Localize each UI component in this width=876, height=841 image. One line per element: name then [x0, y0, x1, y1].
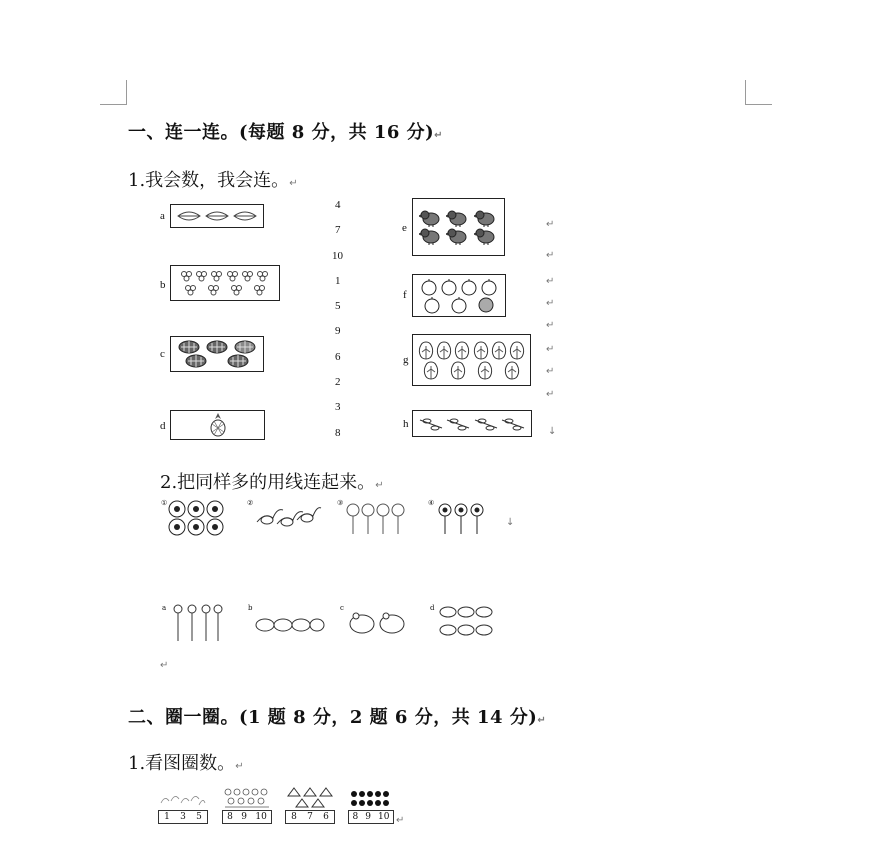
- number-option[interactable]: 3: [180, 812, 186, 822]
- crop-mark-top-left: [100, 80, 127, 105]
- number-option[interactable]: 1: [164, 812, 170, 822]
- melon-icon: [234, 340, 256, 354]
- bottom-label-d: d: [430, 604, 435, 612]
- melon-icon: [227, 354, 249, 368]
- label-a: a: [160, 210, 165, 222]
- number-item: 1: [335, 275, 341, 287]
- number-item: 8: [335, 427, 341, 439]
- grape-icon: [210, 269, 224, 283]
- apple-icon: [420, 278, 438, 296]
- label-e: e: [402, 222, 407, 234]
- number-item: 10: [332, 250, 343, 262]
- paragraph-mark: ↵: [546, 344, 555, 355]
- number-option[interactable]: 7: [307, 812, 313, 822]
- label-d: d: [160, 420, 166, 432]
- apple-icon: [450, 296, 468, 314]
- label-b: b: [160, 279, 166, 291]
- count-group: [222, 786, 272, 824]
- box-d-pineapple: [170, 410, 265, 440]
- number-option[interactable]: 8: [227, 812, 233, 822]
- number-item: 5: [335, 300, 341, 312]
- number-row: [348, 810, 394, 824]
- paragraph-mark: ↵: [546, 219, 555, 230]
- cabbage-icon: [453, 340, 471, 360]
- number-item: 6: [335, 351, 341, 363]
- number-row: [158, 810, 208, 824]
- down-arrow-mark: ↓: [548, 426, 557, 437]
- bottom-label-c: c: [340, 604, 344, 612]
- melon-icon: [206, 340, 228, 354]
- number-item: 3: [335, 401, 341, 413]
- paragraph-mark: ↵: [546, 366, 555, 377]
- grape-icon: [184, 283, 198, 297]
- grape-icon: [230, 283, 244, 297]
- top-label-2: ②: [247, 499, 254, 507]
- box-c-melons: [170, 336, 264, 372]
- box-a-leaves: [170, 204, 264, 228]
- paragraph-mark: ↵: [546, 320, 555, 331]
- bird-icon: [474, 227, 498, 245]
- number-item: 7: [335, 224, 341, 236]
- count-group: [285, 786, 335, 824]
- branch-icon: [419, 416, 443, 432]
- number-option[interactable]: 8: [352, 812, 359, 822]
- bird-icon: [446, 227, 470, 245]
- q1-title: 1.我会数，我会连。↵: [128, 170, 298, 191]
- number-item: 4: [335, 199, 341, 211]
- frog-icon: [255, 613, 325, 637]
- leaf-icon: [177, 210, 201, 222]
- grape-icon: [195, 269, 209, 283]
- duck-icon: [438, 604, 494, 640]
- grape-icon: [180, 269, 194, 283]
- count-group: [158, 790, 208, 824]
- grape-icon: [226, 269, 240, 283]
- dot-icon: [349, 789, 397, 809]
- cabbage-icon: [472, 340, 490, 360]
- box-b-grapes: [170, 265, 280, 301]
- tree-icon: [346, 500, 410, 536]
- grape-icon: [207, 283, 221, 297]
- bird-icon: [419, 227, 443, 245]
- number-option[interactable]: 9: [241, 812, 247, 822]
- q2-title: 2.把同样多的用线连起来。↵: [160, 472, 384, 493]
- cabbage-icon: [476, 360, 494, 380]
- tree-icon: [223, 787, 271, 809]
- flower-icon: [170, 603, 226, 643]
- box-g-cabbages: [412, 334, 531, 386]
- leaf-icon: [205, 210, 229, 222]
- crop-mark-top-right: [745, 80, 772, 105]
- box-e-birds: [412, 198, 505, 256]
- paragraph-mark: ↵: [546, 250, 555, 261]
- leaf-icon: [233, 210, 257, 222]
- grape-icon: [256, 269, 270, 283]
- paragraph-mark: ↵: [546, 389, 555, 400]
- section2-q1-title: 1.看图圈数。↵: [128, 753, 244, 774]
- number-row: [285, 810, 335, 824]
- label-g: g: [403, 354, 409, 366]
- apple-icon: [460, 278, 478, 296]
- top-label-4: ④: [428, 499, 435, 507]
- box-h-branches: [412, 410, 532, 437]
- label-c: c: [160, 348, 165, 360]
- bird-icon: [446, 209, 470, 227]
- bird-icon: [474, 209, 498, 227]
- frog-icon: [348, 608, 408, 638]
- number-option[interactable]: 5: [196, 812, 202, 822]
- apple-icon: [480, 278, 498, 296]
- paragraph-mark: ↵: [396, 815, 405, 826]
- top-label-1: ①: [161, 499, 168, 507]
- down-arrow-mark: ↓: [506, 517, 515, 528]
- cabbage-icon: [490, 340, 508, 360]
- flower-icon: [437, 502, 485, 536]
- label-f: f: [403, 289, 407, 301]
- branch-icon: [446, 416, 470, 432]
- apple-icon: [477, 296, 495, 314]
- number-item: 2: [335, 376, 341, 388]
- grape-icon: [241, 269, 255, 283]
- triangle-icon: [286, 787, 334, 809]
- section1-heading: 一、连一连。(每题 8 分，共 16 分)↵: [128, 122, 444, 143]
- bird-flying-icon: [159, 791, 207, 809]
- branch-icon: [474, 416, 498, 432]
- bottom-label-b: b: [248, 604, 253, 612]
- grape-icon: [253, 283, 267, 297]
- bird-flying-icon: [255, 504, 323, 532]
- top-label-3: ③: [337, 499, 344, 507]
- pineapple-icon: [209, 413, 227, 437]
- melon-icon: [185, 354, 207, 368]
- number-option[interactable]: 6: [323, 812, 329, 822]
- number-option[interactable]: 8: [291, 812, 297, 822]
- label-h: h: [403, 418, 409, 430]
- number-item: 9: [335, 325, 341, 337]
- section2-heading: 二、圈一圈。(1 题 8 分，2 题 6 分，共 14 分)↵: [128, 707, 547, 728]
- cabbage-icon: [449, 360, 467, 380]
- cabbage-icon: [422, 360, 440, 380]
- number-row: [222, 810, 272, 824]
- melon-icon: [178, 340, 200, 354]
- soccer-ball-icon: [168, 500, 226, 536]
- cabbage-icon: [435, 340, 453, 360]
- paragraph-mark: ↵: [160, 660, 169, 671]
- paragraph-mark: ↵: [546, 276, 555, 287]
- apple-icon: [440, 278, 458, 296]
- bottom-label-a: a: [162, 604, 167, 612]
- count-group: [348, 788, 398, 824]
- cabbage-icon: [503, 360, 521, 380]
- box-f-apples: [412, 274, 506, 317]
- paragraph-mark: ↵: [546, 298, 555, 309]
- branch-icon: [501, 416, 525, 432]
- cabbage-icon: [417, 340, 435, 360]
- apple-icon: [423, 296, 441, 314]
- number-option[interactable]: 9: [365, 812, 371, 822]
- cabbage-icon: [508, 340, 526, 360]
- bird-icon: [419, 209, 443, 227]
- number-option[interactable]: 10: [255, 812, 267, 822]
- number-option[interactable]: 10: [378, 812, 390, 822]
